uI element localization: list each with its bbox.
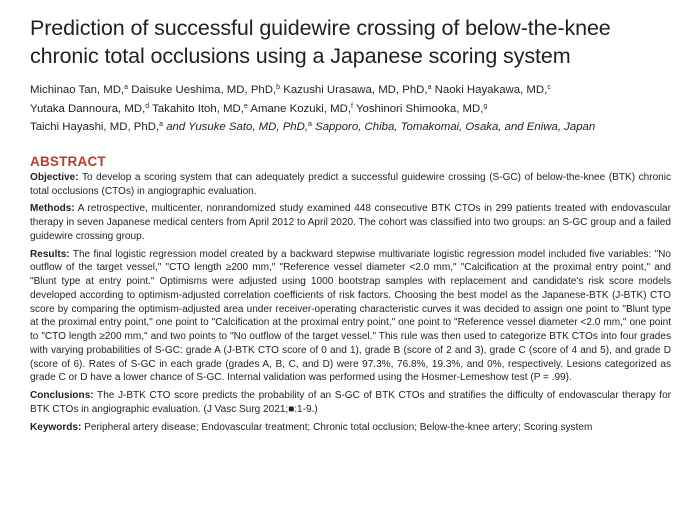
affiliation-marker: f xyxy=(351,102,353,110)
objective-text: To develop a scoring system that can adequately predict a successful guidewire crossing (S-GC) of below-the-knee (BTK) chronic total occlusions (CTOs) in angiographic evaluation. xyxy=(30,171,671,197)
affiliation-marker: e xyxy=(243,102,248,110)
author-line-3 xyxy=(30,117,671,136)
author-name: Yutaka Dannoura, MD, xyxy=(30,102,146,115)
author-name: Taichi Hayashi, MD, PhD, xyxy=(30,121,160,134)
author-name: Takahito Itoh, MD, xyxy=(149,102,244,115)
methods-text: A retrospective, multicenter, nonrandomized study examined 448 consecutive BTK CTOs in 299 patients treated with endovascular therapy in seven Japanese medical centers from April 2012 to April 2020. The cohort was classified into two groups: an S-GC group and a failed guidewire crossing group. xyxy=(30,203,671,242)
author-name: Naoki Hayakawa, MD, xyxy=(431,84,548,96)
abstract-heading: ABSTRACT xyxy=(30,153,106,169)
author-line-1 xyxy=(30,80,671,99)
affiliation-marker: a xyxy=(308,121,312,129)
author-name: Daisuke Ueshima, MD, PhD, xyxy=(128,84,277,96)
author-name: Michinao Tan, MD, xyxy=(30,84,125,96)
affiliation-marker: g xyxy=(483,102,488,110)
results-text: The final logistic regression model created by a backward stepwise multivariate logistic regression model included five variables: "No outflow of the target vessel," "CTO length ≥200 mm," "Reference vessel diameter <2.0 mm," "Calcification at the proximal entry point," and "Blunt type at entry point." Optimisms were adjusted using 1000 bootstrap samples with replacement and candidate's risk score models developed according to optimism-adjusted correlation coefficients of risk factors. Choosing the best model as the Japanese-BTK (J-BTK) CTO score by comparing the optimism-adjusted area under receiver-operating characteristic curves it was decided to assign one point to "Blunt type at the proximal entry point," one point to "Calcification at the proximal entry point," one point to "Reference vessel diameter <2.0 mm," one point to "CTO length ≥200 mm," and two points to "No outflow of the target vessel." This rule was then used to categorize BTK CTOs into four grades with varying probabilities of S-GC: grade A (J-BTK CTO score of 0 and 1), grade B (score of 2 and 3), grade C (score of 4 and 5), and grade D (score of 6). Rates of S-GC in each grade (grades A, B, C, and D) were 97.3%, 76.8%, 19.3%, and 0%, respectively. Lesions categorized as grade C or D have a lower chance of S-GC. Internal validation was performed using the Hosmer-Lemeshow test (P = .99). xyxy=(30,248,671,384)
methods-label: Methods: xyxy=(30,203,75,215)
author-line-2 xyxy=(30,99,671,118)
author-locations: Sapporo, Chiba, Tomakomai, Osaka, and Eniwa, Japan xyxy=(311,121,596,134)
conclusions-label: Conclusions: xyxy=(30,390,94,402)
author-name: Kazushi Urasawa, MD, PhD, xyxy=(280,84,428,96)
objective-label: Objective: xyxy=(30,171,79,183)
objective-section xyxy=(30,171,671,199)
conclusions-text: The J-BTK CTO score predicts the probability of an S-GC of BTK CTOs and stratifies the difficulty of endovascular therapy for BTK CTOs in angiographic evaluation. (J Vasc Surg 2021;■:1-9.) xyxy=(30,390,671,415)
affiliation-marker: c xyxy=(547,84,551,91)
affiliation-marker: d xyxy=(145,102,150,110)
affiliation-marker: a xyxy=(159,121,164,129)
affiliation-marker: b xyxy=(276,84,281,91)
keywords-text: Peripheral artery disease; Endovascular treatment; Chronic total occlusion; Below-the-knee artery; Scoring system xyxy=(81,421,593,433)
keywords-label: Keywords: xyxy=(30,421,82,433)
author-list xyxy=(30,80,671,136)
affiliation-marker: a xyxy=(427,84,432,91)
author-name: Amane Kozuki, MD, xyxy=(247,102,352,115)
affiliation-marker: a xyxy=(124,84,129,91)
results-section xyxy=(30,248,671,386)
results-label: Results: xyxy=(30,248,70,260)
author-name: Yoshinori Shimooka, MD, xyxy=(352,102,484,115)
article-title: Prediction of successful guidewire crossing of below-the-knee chronic total occlusions using a Japanese scoring system xyxy=(30,16,611,68)
author-name: and Yusuke Sato, MD, PhD, xyxy=(163,121,309,134)
methods-section xyxy=(30,202,671,243)
conclusions-section xyxy=(30,389,671,417)
keywords-section xyxy=(30,421,671,435)
